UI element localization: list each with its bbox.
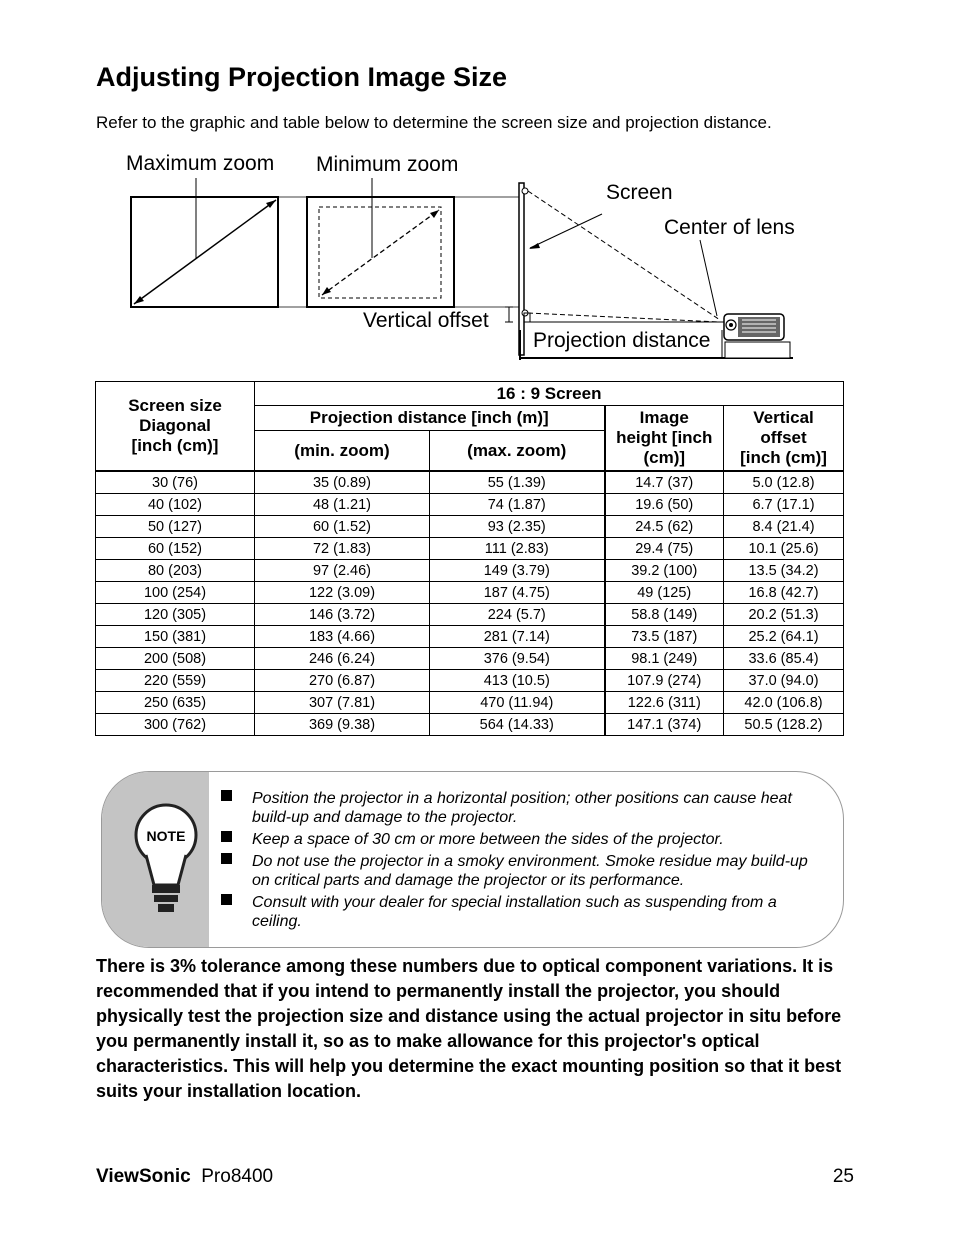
table-cell: 224 (5.7) xyxy=(430,604,605,626)
table-cell: 37.0 (94.0) xyxy=(724,670,844,692)
footer-brand: ViewSonic xyxy=(96,1166,191,1187)
table-row xyxy=(96,538,844,560)
list-item: Position the projector in a horizontal position; other positions can cause heat build-up and damage to the projector. xyxy=(216,789,828,827)
table-cell: 564 (14.33) xyxy=(430,714,605,736)
projection-diagram xyxy=(0,140,954,365)
table-cell: 200 (508) xyxy=(96,648,255,670)
table-cell: 98.1 (249) xyxy=(605,648,724,670)
table-cell: 48 (1.21) xyxy=(255,494,430,516)
table-cell: 72 (1.83) xyxy=(255,538,430,560)
list-item: Do not use the projector in a smoky environment. Smoke residue may build-up on critical parts and damage the projector or its performance. xyxy=(216,852,828,890)
projection-distance-label: Projection distance xyxy=(533,329,711,352)
table-cell: 122 (3.09) xyxy=(255,582,430,604)
table-cell: 60 (1.52) xyxy=(255,516,430,538)
square-bullet-icon xyxy=(221,894,232,905)
square-bullet-icon xyxy=(221,831,232,842)
table-cell: 100 (254) xyxy=(96,582,255,604)
page-number: 25 xyxy=(832,1166,854,1187)
table-row xyxy=(96,582,844,604)
table-cell: 14.7 (37) xyxy=(605,471,724,494)
table-cell: 413 (10.5) xyxy=(430,670,605,692)
projection-size-table xyxy=(95,381,844,736)
note-sidebar xyxy=(102,772,209,947)
table-row xyxy=(96,494,844,516)
vertical-offset-label: Vertical offset xyxy=(363,309,489,332)
table-cell: 24.5 (62) xyxy=(605,516,724,538)
max-zoom-header: (max. zoom) xyxy=(430,431,605,472)
screen-label: Screen xyxy=(606,181,673,204)
table-cell: 74 (1.87) xyxy=(430,494,605,516)
table-row xyxy=(96,714,844,736)
table-cell: 270 (6.87) xyxy=(255,670,430,692)
list-item: Consult with your dealer for special installation such as suspending from a ceiling. xyxy=(216,893,828,931)
table-cell: 250 (635) xyxy=(96,692,255,714)
table-cell: 281 (7.14) xyxy=(430,626,605,648)
table-cell: 369 (9.38) xyxy=(255,714,430,736)
table-cell: 120 (305) xyxy=(96,604,255,626)
table-cell: 149 (3.79) xyxy=(430,560,605,582)
table-row xyxy=(96,648,844,670)
table-cell: 33.6 (85.4) xyxy=(724,648,844,670)
square-bullet-icon xyxy=(221,790,232,801)
maximum-zoom-label: Maximum zoom xyxy=(126,152,275,175)
table-cell: 376 (9.54) xyxy=(430,648,605,670)
projection-distance-header: Projection distance [inch (m)] xyxy=(255,406,605,431)
page-title: Adjusting Projection Image Size xyxy=(96,62,508,92)
intro-text: Refer to the graphic and table below to determine the screen size and projection distance. xyxy=(96,113,772,132)
table-cell: 220 (559) xyxy=(96,670,255,692)
table-cell: 80 (203) xyxy=(96,560,255,582)
note-box xyxy=(101,771,844,948)
projector-icon xyxy=(724,314,790,358)
note-icon-label: NOTE xyxy=(146,828,186,844)
table-cell: 111 (2.83) xyxy=(430,538,605,560)
table-cell: 10.1 (25.6) xyxy=(724,538,844,560)
footer-model: Pro8400 xyxy=(201,1166,274,1187)
table-cell: 147.1 (374) xyxy=(605,714,724,736)
table-cell: 97 (2.46) xyxy=(255,560,430,582)
table-cell: 35 (0.89) xyxy=(255,471,430,494)
table-cell: 146 (3.72) xyxy=(255,604,430,626)
table-cell: 187 (4.75) xyxy=(430,582,605,604)
square-bullet-icon xyxy=(221,853,232,864)
table-cell: 50.5 (128.2) xyxy=(724,714,844,736)
table-cell: 183 (4.66) xyxy=(255,626,430,648)
center-of-lens-label: Center of lens xyxy=(664,216,795,239)
table-cell: 150 (381) xyxy=(96,626,255,648)
table-cell: 13.5 (34.2) xyxy=(724,560,844,582)
table-cell: 93 (2.35) xyxy=(430,516,605,538)
screen-size-header: Screen size Diagonal [inch (cm)] xyxy=(96,382,255,472)
table-cell: 307 (7.81) xyxy=(255,692,430,714)
vertical-offset-header: Vertical offset [inch (cm)] xyxy=(724,406,844,472)
table-row xyxy=(96,604,844,626)
table-row xyxy=(96,670,844,692)
table-cell: 20.2 (51.3) xyxy=(724,604,844,626)
table-cell: 39.2 (100) xyxy=(605,560,724,582)
list-item: Keep a space of 30 cm or more between the sides of the projector. xyxy=(216,830,828,849)
table-cell: 470 (11.94) xyxy=(430,692,605,714)
table-cell: 6.7 (17.1) xyxy=(724,494,844,516)
table-cell: 40 (102) xyxy=(96,494,255,516)
table-cell: 5.0 (12.8) xyxy=(724,471,844,494)
table-cell: 16.8 (42.7) xyxy=(724,582,844,604)
table-row xyxy=(96,471,844,494)
table-cell: 60 (152) xyxy=(96,538,255,560)
table-cell: 49 (125) xyxy=(605,582,724,604)
table-cell: 122.6 (311) xyxy=(605,692,724,714)
lightbulb-icon xyxy=(130,799,202,925)
table-cell: 107.9 (274) xyxy=(605,670,724,692)
tolerance-paragraph: There is 3% tolerance among these numbers due to optical component variations. It is recommended that if you intend to permanently install the projector, you should physically test the projection size and distance using the actual projector in situ before you permanently install it, so as to make allowance for this projector's optical characteristics. This will help you determine the exact mounting position so that it best suits your installation location. xyxy=(96,956,842,1101)
image-height-header: Image height [inch (cm)] xyxy=(605,406,724,472)
note-list xyxy=(216,789,828,934)
table-cell: 19.6 (50) xyxy=(605,494,724,516)
table-cell: 300 (762) xyxy=(96,714,255,736)
table-cell: 29.4 (75) xyxy=(605,538,724,560)
minimum-zoom-label: Minimum zoom xyxy=(316,153,459,176)
table-row xyxy=(96,516,844,538)
table-cell: 55 (1.39) xyxy=(430,471,605,494)
table-cell: 50 (127) xyxy=(96,516,255,538)
table-cell: 58.8 (149) xyxy=(605,604,724,626)
aspect-group-header: 16 : 9 Screen xyxy=(255,382,844,406)
table-row xyxy=(96,560,844,582)
min-zoom-header: (min. zoom) xyxy=(255,431,430,472)
vertical-offset-marker xyxy=(505,307,724,322)
table-cell: 42.0 (106.8) xyxy=(724,692,844,714)
table-cell: 246 (6.24) xyxy=(255,648,430,670)
table-cell: 30 (76) xyxy=(96,471,255,494)
table-row xyxy=(96,692,844,714)
page-footer xyxy=(96,1166,856,1188)
table-row xyxy=(96,626,844,648)
table-cell: 73.5 (187) xyxy=(605,626,724,648)
table-cell: 25.2 (64.1) xyxy=(724,626,844,648)
table-cell: 8.4 (21.4) xyxy=(724,516,844,538)
